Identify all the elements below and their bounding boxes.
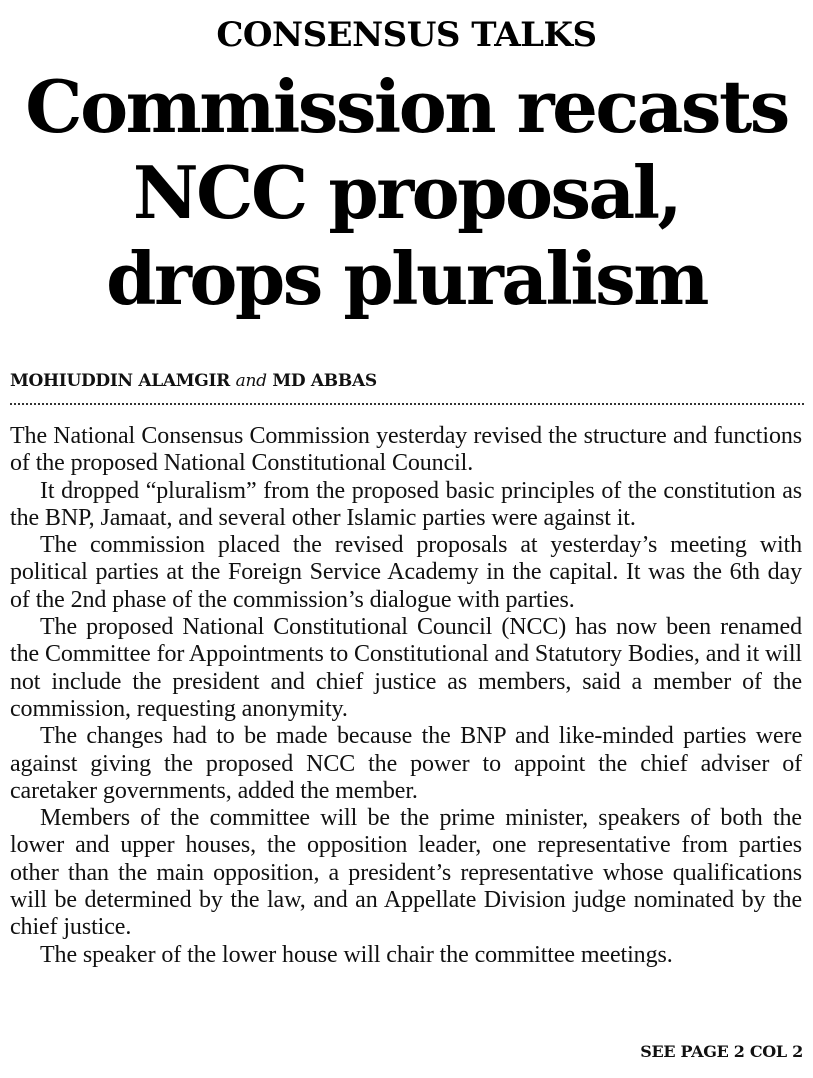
article-body — [10, 423, 802, 969]
dotted-divider — [10, 403, 804, 405]
headline — [0, 64, 813, 322]
paragraph-2: It dropped “pluralism” from the proposed basic principles of the constitution as the BNP, Jamaat, and several other Islamic parties were against it. — [10, 477, 802, 531]
paragraph-5: The changes had to be made because the BNP and like-minded parties were against giving the proposed NCC the power to appoint the chief adviser of caretaker governments, added the member. — [10, 723, 802, 804]
headline-line-2: NCC proposal, — [132, 150, 681, 235]
byline-author-2: MD ABBAS — [272, 371, 377, 391]
headline-line-1: Commission recasts — [25, 64, 788, 149]
continuation-jump-line: SEE PAGE 2 COL 2 — [640, 1042, 803, 1061]
kicker-label: CONSENSUS TALKS — [216, 15, 597, 55]
paragraph-4: The proposed National Constitutional Council (NCC) has now been renamed the Committee for Appointments to Constitutional and Statutory Bodies, and it will not include the president and chief justice as members, said a member of the commission, requesting anonymity. — [10, 614, 802, 722]
headline-line-3: drops pluralism — [106, 236, 707, 321]
byline-conjunction: and — [235, 371, 267, 391]
byline-author-1: MOHIUDDIN ALAMGIR — [10, 371, 231, 391]
byline — [10, 371, 377, 391]
paragraph-6: Members of the committee will be the prime minister, speakers of both the lower and upper houses, the opposition leader, one representative from parties other than the main opposition, a president’s representative whose qualifications will be determined by the law, and an Appellate Division judge nominated by the chief justice. — [10, 805, 802, 941]
paragraph-7: The speaker of the lower house will chair the committee meetings. — [40, 941, 673, 968]
paragraph-1: The National Consensus Commission yesterday revised the structure and functions of the proposed National Constitutional Council. — [10, 423, 802, 477]
paragraph-3: The commission placed the revised proposals at yesterday’s meeting with political parties at the Foreign Service Academy in the capital. It was the 6th day of the 2nd phase of the commission’s dialogue with parties. — [10, 532, 802, 613]
